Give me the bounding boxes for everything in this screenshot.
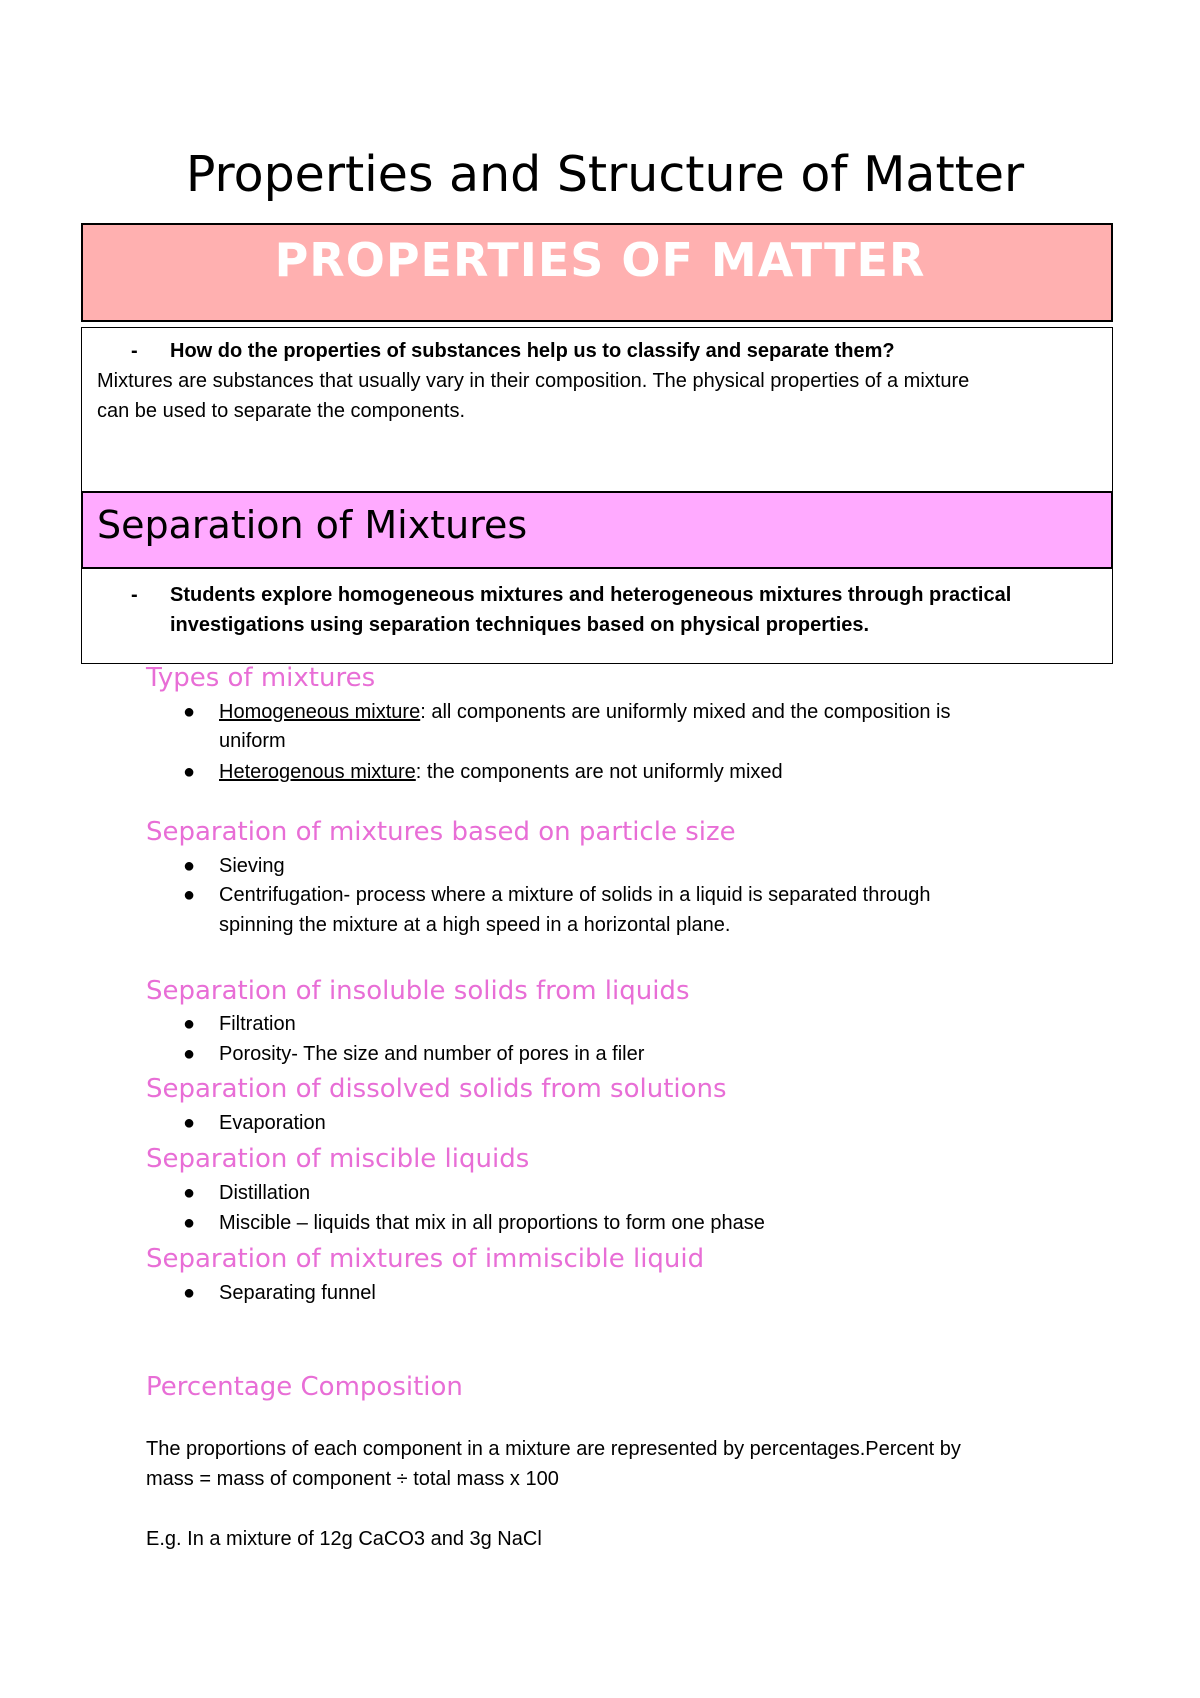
bullet-icon: ● (183, 1212, 196, 1234)
bullet-icon: ● (183, 1112, 196, 1134)
bullet-icon: ● (183, 1013, 196, 1035)
list-item-separating-funnel: Separating funnel (219, 1282, 376, 1304)
bullet-icon: ● (183, 761, 196, 783)
term-homogeneous: Homogeneous mixture (219, 701, 421, 723)
miscible-heading: Separation of miscible liquids (146, 1144, 530, 1174)
percentage-text-line2: mass = mass of component ÷ total mass x 100 (146, 1468, 559, 1490)
bullet-icon: ● (183, 701, 196, 723)
list-item (219, 757, 783, 787)
bullet-icon: ● (183, 1043, 196, 1065)
types-heading: Types of mixtures (146, 663, 376, 693)
percentage-text-line1: The proportions of each component in a mixture are represented by percentages.Percent by (146, 1438, 961, 1460)
heterogenous-definition: : the components are not uniformly mixed (415, 761, 783, 783)
particle-size-heading: Separation of mixtures based on particle size (146, 817, 736, 847)
list-item-filtration: Filtration (219, 1013, 296, 1035)
immiscible-heading: Separation of mixtures of immiscible liquid (146, 1244, 705, 1274)
properties-text-line1: Mixtures are substances that usually vary in their composition. The physical properties of a mixture (97, 370, 970, 392)
homogeneous-definition-cont: uniform (219, 730, 286, 752)
percentage-example: E.g. In a mixture of 12g CaCO3 and 3g NaCl (146, 1528, 542, 1550)
centrifugation-cont: spinning the mixture at a high speed in a horizontal plane. (219, 914, 731, 936)
properties-banner-title: PROPERTIES OF MATTER (274, 233, 926, 287)
page-title: Properties and Structure of Matter (185, 146, 1025, 203)
list-item (219, 697, 950, 727)
insoluble-heading: Separation of insoluble solids from liquids (146, 976, 690, 1006)
separation-banner-title: Separation of Mixtures (97, 503, 528, 547)
list-item-porosity: Porosity- The size and number of pores in a filer (219, 1043, 645, 1065)
dissolved-heading: Separation of dissolved solids from solutions (146, 1074, 727, 1104)
properties-text-line2: can be used to separate the components. (97, 400, 466, 422)
bullet-icon: ● (183, 855, 196, 877)
key-question: How do the properties of substances help us to classify and separate them? (170, 340, 895, 362)
bullet-icon: ● (183, 1182, 196, 1204)
question-dash: - (131, 340, 138, 362)
list-item-centrifugation: Centrifugation- process where a mixture of solids in a liquid is separated through (219, 884, 931, 906)
bullet-icon: ● (183, 884, 196, 906)
bullet-icon: ● (183, 1282, 196, 1304)
list-item-sieving: Sieving (219, 855, 285, 877)
list-item-distillation: Distillation (219, 1182, 311, 1204)
list-item-miscible: Miscible – liquids that mix in all proportions to form one phase (219, 1212, 765, 1234)
separation-text-line1: Students explore homogeneous mixtures and heterogeneous mixtures through practical (170, 584, 1012, 606)
term-heterogenous: Heterogenous mixture (219, 761, 416, 783)
list-item-evaporation: Evaporation (219, 1112, 326, 1134)
homogeneous-definition: : all components are uniformly mixed and the composition is (420, 701, 951, 723)
separation-text-line2: investigations using separation techniques based on physical properties. (170, 614, 870, 636)
separation-dash: - (131, 584, 138, 606)
percentage-heading: Percentage Composition (146, 1372, 463, 1402)
